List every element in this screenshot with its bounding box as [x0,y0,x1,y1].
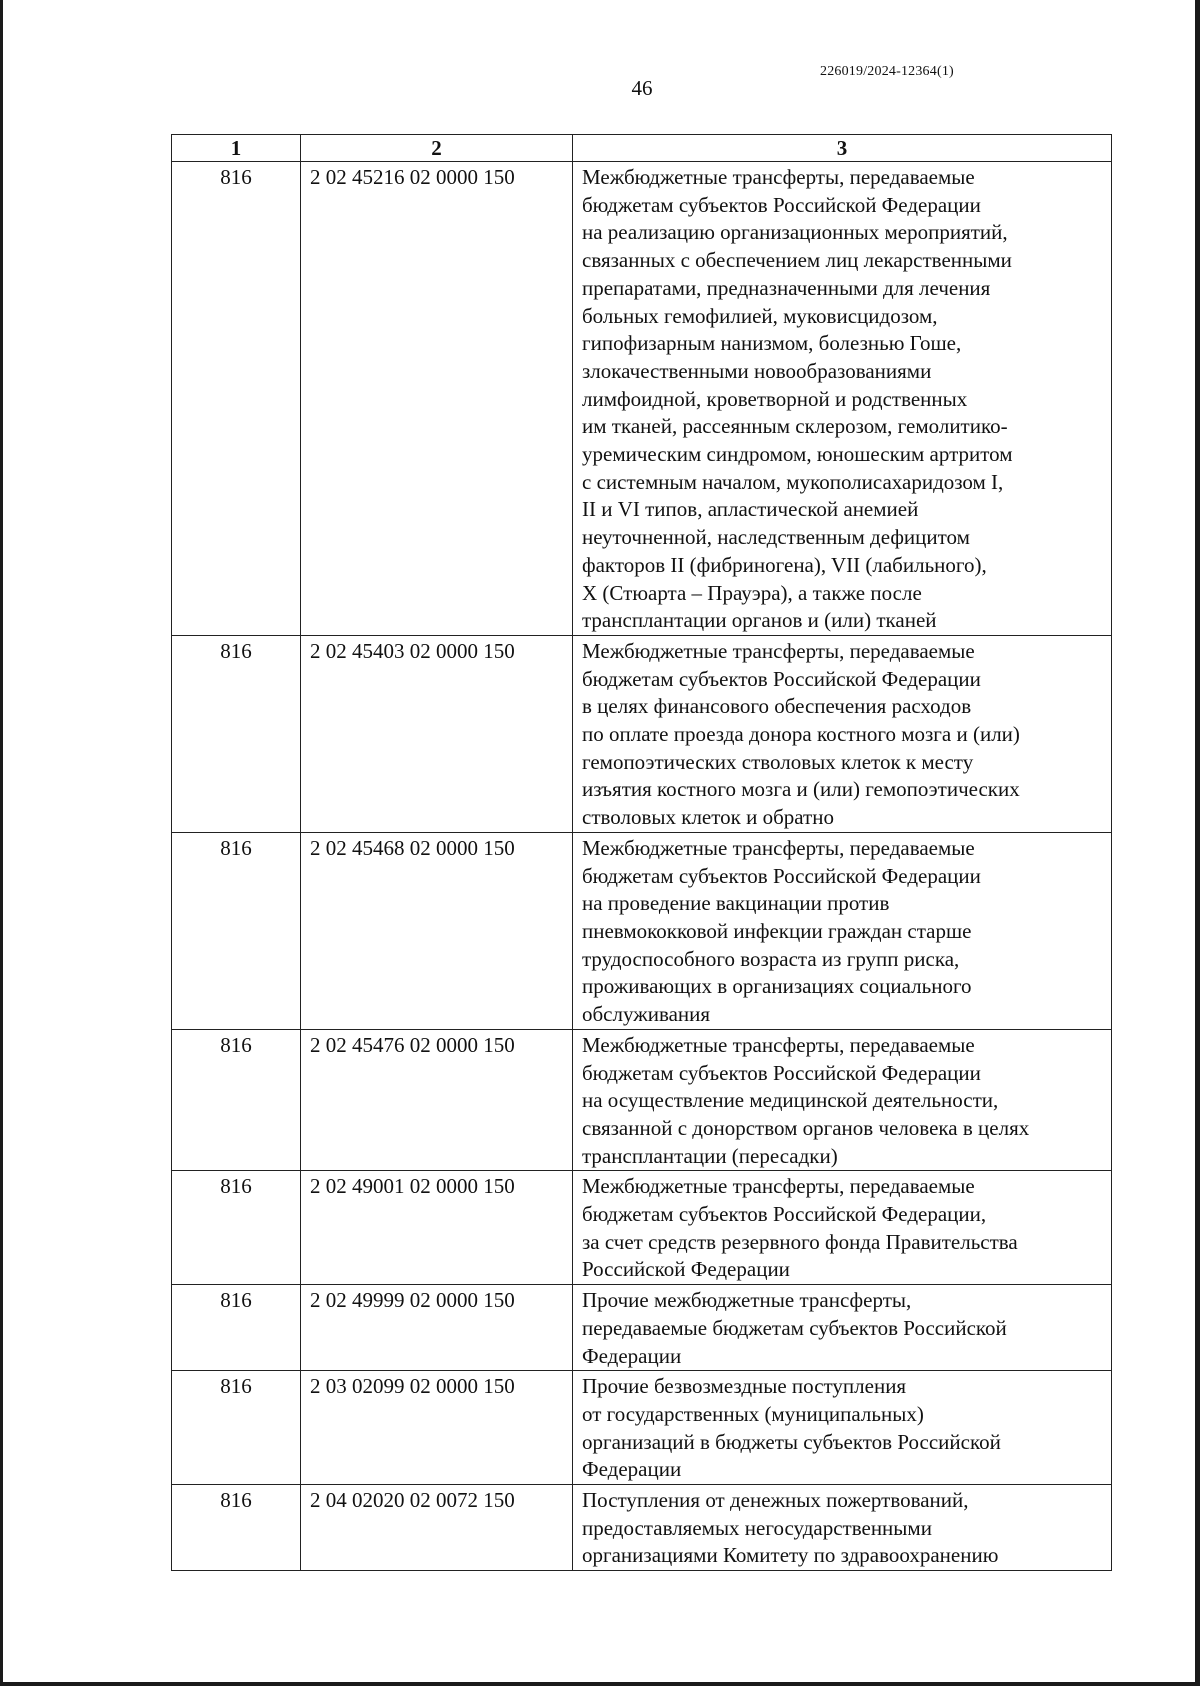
description-line: бюджетам субъектов Российской Федерации, [582,1202,987,1227]
header-col-1: 1 [172,135,301,162]
revenue-code-cell: 2 03 02099 02 0000 150 [301,1371,573,1485]
header-row [172,135,1112,162]
description-line: по оплате проезда донора костного мозга и (или) [582,722,1020,747]
description-line: предоставляемых негосударственными [582,1515,932,1540]
description-line: организаций в бюджеты субъектов Российской [582,1429,1001,1454]
description-line: гипофизарным нанизмом, болезнью Гоше, [582,331,962,356]
description-line: Межбюджетные трансферты, передаваемые [582,1174,975,1199]
description-line: Межбюджетные трансферты, передаваемые [582,835,975,860]
header-col-3: 3 [573,135,1112,162]
table-row [172,1485,1112,1571]
revenue-code-cell: 2 02 45403 02 0000 150 [301,635,573,832]
table-row [172,1371,1112,1485]
description-cell [573,1485,1112,1571]
description-line: бюджетам субъектов Российской Федерации [582,1060,981,1085]
description-cell [573,1171,1112,1285]
description-line: бюджетам субъектов Российской Федерации [582,863,981,888]
admin-code-cell: 816 [172,635,301,832]
description-line: в целях финансового обеспечения расходов [582,694,972,719]
description-line: больных гемофилией, муковисцидозом, [582,303,938,328]
description-line: передаваемые бюджетам субъектов Российской [582,1315,1007,1340]
table-row [172,1285,1112,1371]
description-line: факторов II (фибриногена), VII (лабильного), [582,552,987,577]
table-row [172,1171,1112,1285]
admin-code-cell: 816 [172,162,301,636]
description-line: изъятия костного мозга и (или) гемопоэтических [582,777,1020,802]
scan-edge-right [1195,0,1200,1686]
admin-code-cell: 816 [172,832,301,1029]
description-cell [573,635,1112,832]
scan-edge-left [0,0,3,1686]
description-line: пневмококковой инфекции граждан старше [582,918,972,943]
description-line: Российской Федерации [582,1257,790,1282]
page-number: 46 [631,76,653,100]
description-line: Прочие межбюджетные трансферты, [582,1288,912,1313]
revenue-code-cell: 2 02 45476 02 0000 150 [301,1029,573,1171]
revenue-code-cell: 2 02 45468 02 0000 150 [301,832,573,1029]
revenue-code-cell: 2 02 49001 02 0000 150 [301,1171,573,1285]
description-line: Прочие безвозмездные поступления [582,1374,907,1399]
description-line: Федерации [582,1457,682,1482]
description-line: трансплантации органов и (или) тканей [582,608,937,633]
description-line: связанных с обеспечением лиц лекарственными [582,248,1012,273]
admin-code-cell: 816 [172,1371,301,1485]
description-cell [573,1285,1112,1371]
admin-code-cell: 816 [172,1485,301,1571]
description-line: за счет средств резервного фонда Правительства [582,1229,1018,1254]
description-line: гемопоэтических стволовых клеток к месту [582,749,974,774]
description-line: организациями Комитету по здравоохранению [582,1543,999,1568]
description-line: злокачественными новообразованиями [582,358,932,383]
description-line: от государственных (муниципальных) [582,1401,924,1426]
description-line: связанной с донорством органов человека в целях [582,1115,1030,1140]
description-line: с системным началом, мукополисахаридозом I, [582,469,1004,494]
description-line: Межбюджетные трансферты, передаваемые [582,638,975,663]
description-line: бюджетам субъектов Российской Федерации [582,192,981,217]
description-cell [573,832,1112,1029]
admin-code-cell: 816 [172,1171,301,1285]
description-line: на осуществление медицинской деятельности, [582,1088,999,1113]
table-row [172,162,1112,636]
description-line: трудоспособного возраста из групп риска, [582,946,960,971]
description-line: II и VI типов, апластической анемией [582,497,919,522]
budget-classification-table [171,134,1112,1571]
table-row [172,635,1112,832]
revenue-code-cell: 2 02 45216 02 0000 150 [301,162,573,636]
description-cell [573,1371,1112,1485]
description-line: Межбюджетные трансферты, передаваемые [582,165,975,189]
description-line: X (Стюарта – Прауэра), а также после [582,580,922,605]
description-cell [573,1029,1112,1171]
description-line: бюджетам субъектов Российской Федерации [582,666,981,691]
description-line: Федерации [582,1343,682,1368]
description-cell [573,162,1112,636]
scan-edge-bottom [0,1682,1200,1686]
revenue-code-cell: 2 02 49999 02 0000 150 [301,1285,573,1371]
table-row [172,1029,1112,1171]
admin-code-cell: 816 [172,1285,301,1371]
description-line: трансплантации (пересадки) [582,1143,838,1168]
table-body [172,162,1112,1571]
description-line: неуточненной, наследственным дефицитом [582,525,970,550]
description-line: обслуживания [582,1002,711,1027]
description-line: на проведение вакцинации против [582,891,890,916]
description-line: стволовых клеток и обратно [582,805,834,830]
table-row [172,832,1112,1029]
description-line: проживающих в организациях социального [582,974,972,999]
revenue-code-cell: 2 04 02020 02 0072 150 [301,1485,573,1571]
admin-code-cell: 816 [172,1029,301,1171]
description-line: Межбюджетные трансферты, передаваемые [582,1032,975,1057]
description-line: лимфоидной, кроветворной и родственных [582,386,968,411]
description-line: Поступления от денежных пожертвований, [582,1488,969,1513]
document-id: 226019/2024-12364(1) [820,64,954,79]
table-header [172,135,1112,162]
description-line: им тканей, рассеянным склерозом, гемолитико- [582,414,1008,439]
description-line: на реализацию организационных мероприятий, [582,220,1008,245]
header-col-2: 2 [301,135,573,162]
description-line: препаратами, предназначенными для лечения [582,275,991,300]
description-line: уремическим синдромом, юношеским артритом [582,442,1013,467]
